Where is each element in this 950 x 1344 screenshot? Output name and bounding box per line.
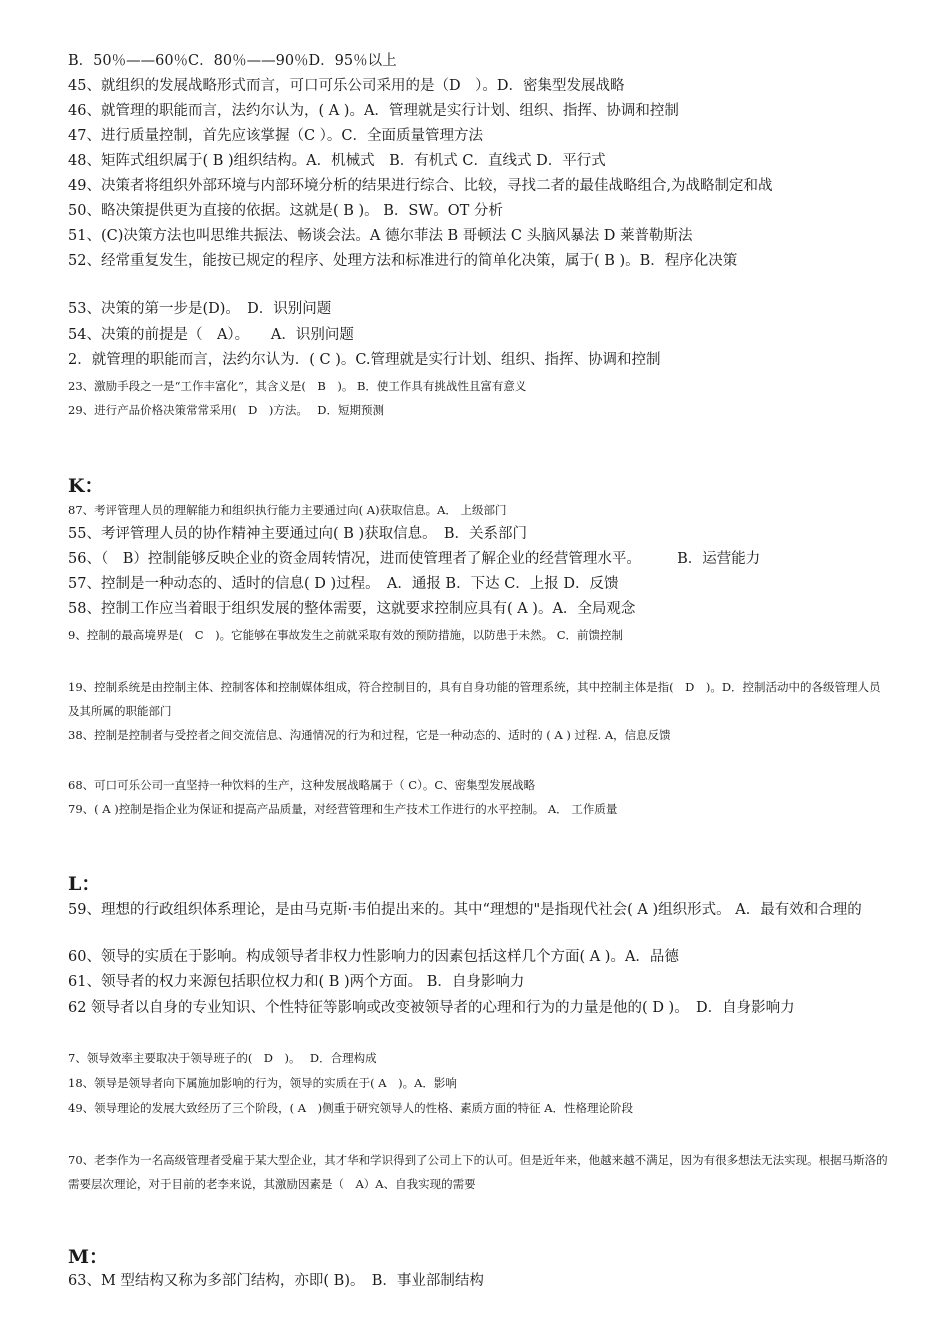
text-line: 47、进行质量控制，首先应该掌握（C ）。C．全面质量管理方法 (68, 128, 483, 144)
text-line: 49、领导理论的发展大致经历了三个阶段，( A )侧重于研究领导人的性格、素质方面的特征 A．性格理论阶段 (68, 1101, 634, 1115)
text-line: 46、就管理的职能而言，法约尔认为，( A )。A．管理就是实行计划、组织、指挥、协调和控制 (68, 103, 679, 119)
text-line: 23、激励手段之一是“工作丰富化”，其含义是( B )。 B．使工作具有挑战性且富有意义 (68, 379, 527, 393)
text-line: 55、考评管理人员的协作精神主要通过向( B )获取信息。 B．关系部门 (68, 526, 528, 542)
text-line: 56、（ B）控制能够反映企业的资金周转情况，进而使管理者了解企业的经营管理水平。 B．运营能力 (68, 551, 761, 567)
text-line: 49、决策者将组织外部环境与内部环境分析的结果进行综合、比较，寻找二者的最佳战略组合,为战略制定和战 (68, 178, 773, 194)
text-line: 29、进行产品价格决策常常采用( D )方法。 D．短期预测 (68, 403, 384, 417)
text-line: 18、领导是领导者向下属施加影响的行为，领导的实质在于( A )。A．影响 (68, 1076, 457, 1090)
text-paragraph: 62 领导者以自身的专业知识、个性特征等影响或改变被领导者的心理和行为的力量是他的( D )。 D．自身影响力 (68, 1000, 795, 1016)
section-heading-k: K： (68, 475, 104, 497)
text-line: 53、决策的第一步是(D)。 D．识别问题 (68, 301, 332, 317)
section-heading-l: L： (68, 873, 101, 895)
text-line: 2．就管理的职能而言，法约尔认为．( C )。C.管理就是实行计划、组织、指挥、协调和控制 (68, 352, 661, 368)
text-line: 61、领导者的权力来源包括职位权力和( B )两个方面。 B．自身影响力 (68, 974, 525, 990)
text-line: 79、( A )控制是指企业为保证和提高产品质量，对经营管理和生产技术工作进行的水平控制。 A． 工作质量 (68, 802, 618, 816)
text-paragraph: 19、控制系统是由控制主体、控制客体和控制媒体组成，符合控制目的，具有自身功能的管理系统，其中控制主体是指( D )。D．控制活动中的各级管理人员及其所属的职能部门 (68, 680, 881, 718)
text-paragraph: 70、老李作为一名高级管理者受雇于某大型企业，其才华和学识得到了公司上下的认可。但是近年来，他越来越不满足，因为有很多想法无法实现。根据马斯洛的需要层次理论，对于目前的老李来说，其激励因素是（ A）A、自我实现的需要 (68, 1153, 888, 1191)
text-line: 68、可口可乐公司一直坚持一种饮料的生产，这种发展战略属于（ C）。C、密集型发展战略 (68, 778, 536, 792)
text-line: 45、就组织的发展战略形式而言，可口可乐公司采用的是（D ）。D．密集型发展战略 (68, 78, 625, 94)
text-line: 7、领导效率主要取决于领导班子的( D )。 D．合理构成 (68, 1051, 377, 1065)
text-line: 51、(C)决策方法也叫思维共振法、畅谈会法。A 德尔菲法 B 哥顿法 C 头脑风暴法 D 莱普勒斯法 (68, 228, 693, 244)
text-line: 60、领导的实质在于影响。构成领导者非权力性影响力的因素包括这样几个方面( A )。A．品德 (68, 949, 679, 965)
text-line: 48、矩阵式组织属于( B )组织结构。A．机械式 B．有机式 C．直线式 D．平行式 (68, 153, 606, 169)
text-line: 63、M 型结构又称为多部门结构，亦即( B)。 B．事业部制结构 (68, 1273, 484, 1289)
text-line: 50、略决策提供更为直接的依据。这就是( B )。 B．SW。OT 分析 (68, 203, 503, 219)
text-line: 52、经常重复发生，能按已规定的程序、处理方法和标准进行的简单化决策，属于( B )。B．程序化决策 (68, 253, 738, 269)
section-heading-m: M： (68, 1246, 109, 1268)
text-line: 54、决策的前提是（ A）。 A．识别问题 (68, 327, 354, 343)
text-paragraph: 59、理想的行政组织体系理论，是由马克斯·韦伯提出来的。其中“理想的"是指现代社会( A )组织形式。 A．最有效和合理的 (68, 902, 862, 918)
text-line: 57、控制是一种动态的、适时的信息( D )过程。 A．通报 B．下达 C．上报 D．反馈 (68, 576, 619, 592)
text-line: B．50％——60％C．80％——90％D．95％以上 (68, 53, 397, 69)
text-line: 87、考评管理人员的理解能力和组织执行能力主要通过向( A)获取信息。A． 上级部门 (68, 503, 507, 517)
text-line: 58、控制工作应当着眼于组织发展的整体需要，这就要求控制应具有( A )。A．全局观念 (68, 601, 636, 617)
text-line: 38、控制是控制者与受控者之间交流信息、沟通情况的行为和过程，它是一种动态的、适时的 ( A ) 过程. A，信息反馈 (68, 728, 671, 742)
text-line: 9、控制的最高境界是( C )。它能够在事故发生之前就采取有效的预防措施，以防患于未然。 C．前馈控制 (68, 628, 624, 642)
